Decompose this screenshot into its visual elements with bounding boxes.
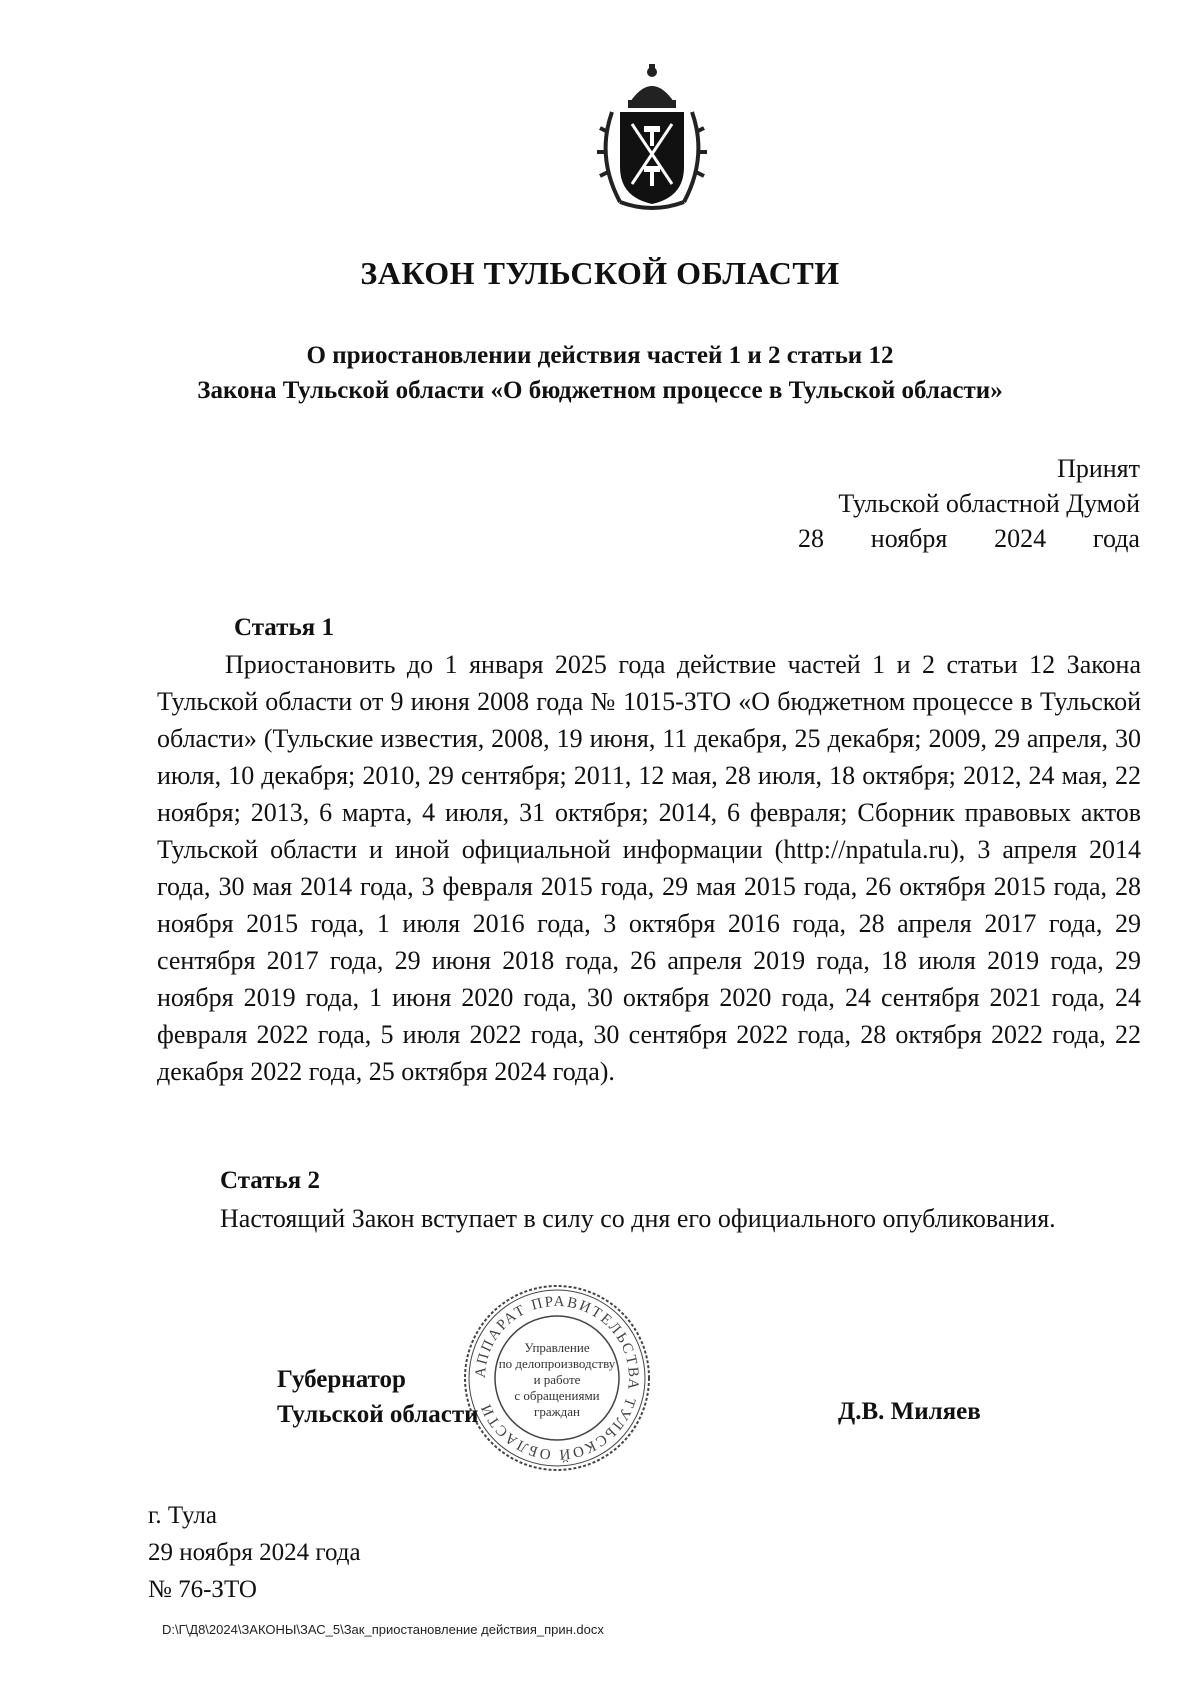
subtitle-line-2: Закона Тульской области «О бюджетном процессе в Тульской области» [197,377,1003,404]
stamp-line-1: Управление [524,1340,590,1355]
position-line-2: Тульской области [277,1401,479,1428]
article-1-text: Приостановить до 1 января 2025 года действие частей 1 и 2 статьи 12 Закона Тульской области от 9 июня 2008 года № 1015-ЗТО «О бюджетном процессе в Тульской области» (Тульские известия, 2008, 19 июня, 11 декабря, 25 декабря; 2009, 29 апреля, 30 июля, 10 декабря; 2010, 29 сентября; 2011, 12 мая, 28 июля, 18 октября; 2012, 24 мая, 22 ноября; 2013, 6 марта, 4 июля, 31 октября; 2014, 6 февраля; Сборник правовых актов Тульской области и иной официальной информации (http://npatula.ru), 3 апреля 2014 года, 30 мая 2014 года, 3 февраля 2015 года, 29 мая 2015 года, 26 октября 2015 года, 28 ноября 2015 года, 1 июля 2016 года, 3 октября 2016 года, 28 апреля 2017 года, 29 сентября 2017 года, 29 июня 2018 года, 26 апреля 2019 года, 18 июля 2019 года, 29 ноября 2019 года, 1 июня 2020 года, 30 октября 2020 года, 24 сентября 2021 года, 24 февраля 2022 года, 5 июля 2022 года, 30 сентября 2022 года, 28 октября 2022 года, 22 декабря 2022 года, 25 октября 2024 года). [157,650,1141,1086]
adoption-year-word: года [1092,524,1140,553]
stamp-line-4: с обращениями [514,1388,600,1403]
adoption-month: ноября [870,524,948,553]
signatory-name: Д.В. Миляев [838,1398,981,1425]
position-line-1: Губернатор [277,1366,406,1393]
adoption-date [798,521,1140,556]
adopted-line-1: Принят [1057,454,1140,483]
document-subtitle [0,338,1200,408]
stamp-line-2: по делопроизводству [498,1356,616,1371]
adopted-line-2: Тульской областной Думой [838,489,1140,518]
article-1-heading: Статья 1 [234,614,334,641]
signatory-position [277,1362,479,1432]
stamp-line-3: и работе [533,1372,581,1387]
issue-details [148,1497,361,1608]
article-2-heading: Статья 2 [220,1167,320,1194]
issue-city: г. Тула [148,1502,217,1529]
adoption-day: 28 [798,524,824,553]
stamp-inner-text [487,1340,627,1420]
stamp-ring-text: АППАРАТ ПРАВИТЕЛЬСТВА ТУЛЬСКОЙ ОБЛАСТИ [472,1293,642,1463]
adoption-block [798,451,1140,556]
file-path: D:\Г\Д8\2024\ЗАКОНЫ\ЗАС_5\Зак_приостановление действия_прин.docx [162,1622,604,1637]
issue-date: 29 ноября 2024 года [148,1539,361,1566]
document-title: ЗАКОН ТУЛЬСКОЙ ОБЛАСТИ [360,255,840,291]
subtitle-line-1: О приостановлении действия частей 1 и 2 статьи 12 [306,342,894,369]
article-2-text: Настоящий Закон вступает в силу со дня его официального опубликования. [220,1204,1056,1233]
tula-coat-of-arms-icon [590,62,714,214]
adoption-year: 2024 [994,524,1047,553]
stamp-line-5: граждан [534,1404,580,1419]
law-number: № 76-ЗТО [148,1576,257,1603]
